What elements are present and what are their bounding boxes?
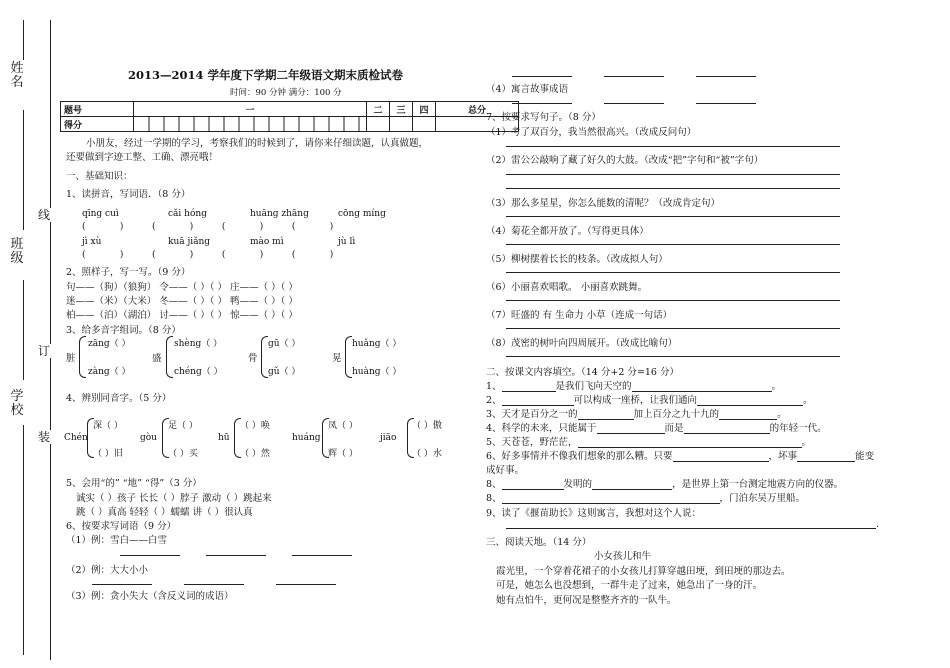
sec2-item-1-mid: 是我们飞向天空的 — [555, 381, 632, 392]
sec2-item-7[interactable] — [486, 476, 843, 490]
bind-char-ding: 订 — [37, 344, 50, 358]
score-cell-part3: 三 — [390, 102, 413, 117]
sec2-item-7-post: ，是世界上第一台测定地震方向的仪器。 — [672, 479, 844, 490]
q1-pinyin-3: huāng zhāng — [250, 209, 309, 219]
q6-example-1: （1）例：雪白——白雪 — [66, 535, 168, 546]
q4-hu-a[interactable]: （ ）唤 — [240, 421, 270, 431]
q3-title: 3、给多音字组词。（8 分） — [66, 325, 181, 336]
q4-title: 4、辨别同音字。（5 分） — [66, 393, 172, 404]
sec2-item-6-post: 能变 — [855, 451, 875, 462]
sec2-item-7-pre: 8、 — [486, 479, 502, 490]
q7-item-3: （3）那么多星星，你怎么能数的清呢？（改成肯定句） — [486, 198, 721, 209]
q6-example-3: （3）例：贪小失大（含反义词的成语） — [66, 591, 234, 602]
sec2-item-1[interactable] — [486, 378, 781, 392]
q2-line-3[interactable]: 柏——（泊）（湖泊） 讨——（ ）（ ） 惊——（ ）（ ） — [66, 310, 298, 321]
q3-zang-b[interactable]: zàng（ ） — [88, 367, 131, 377]
sec2-item-8-pre: 8、 — [486, 493, 502, 504]
q7-answer-line-7[interactable] — [506, 328, 840, 329]
sec2-blank-2a[interactable] — [502, 396, 574, 406]
q7-answer-line-3[interactable] — [506, 216, 840, 217]
q7-item-6: （6）小丽喜欢唱歌。 小丽喜欢跳舞。 — [486, 282, 648, 293]
q1-answer-row-1[interactable]: ( ) ( ) ( ) ( ) — [82, 222, 334, 232]
sec2-item-4-mid: 而是 — [664, 423, 684, 434]
q1-pinyin-7: mào mì — [250, 237, 284, 247]
intro-line-2: 还要做到字迹工整、工确、漂亮哦！ — [66, 152, 219, 163]
q3-sheng-b[interactable]: chéng（ ） — [174, 367, 223, 377]
score-input-part1[interactable] — [134, 117, 367, 132]
q7-answer-line-1[interactable] — [506, 146, 840, 147]
sec2-blank-4b[interactable] — [684, 424, 770, 434]
q6-blank-2c[interactable] — [276, 575, 336, 585]
q7-item-5: （5）柳树摆着长长的枝条。（改成拟人句） — [486, 254, 668, 265]
sec3-title: 三、阅读天地。（14 分） — [486, 537, 592, 548]
margin-line — [50, 20, 51, 660]
q4-gou-b[interactable]: （ ）买 — [168, 449, 198, 459]
q4-huang-b[interactable]: 辉（ ） — [328, 449, 358, 459]
class-underline — [23, 110, 24, 230]
sec2-item-4-pre: 4、科学的未来，只能属于 — [486, 423, 597, 434]
q1-pinyin-1: qīng cuì — [82, 209, 119, 219]
school-label: 学校 — [10, 389, 24, 418]
q3-sheng-a[interactable]: shèng（ ） — [174, 339, 223, 349]
sec2-blank-7a[interactable] — [502, 480, 564, 490]
q7-item-7: （7）旺盛的 有 生命力 小草（连成一句话） — [486, 310, 673, 321]
sec2-item-2-mid: 可以构成一座桥，让我们通向 — [573, 395, 698, 406]
passage-line-3: 她有点怕牛，更何况是整整齐齐的一队牛。 — [496, 595, 677, 606]
q6-item-4: （4）寓言故事成语 — [486, 84, 569, 95]
sec2-item-1-pre: 1、 — [486, 381, 502, 392]
q2-line-1[interactable]: 句——（狗）（狼狗） 令——（ ）（ ） 庄——（ ）（ ） — [66, 282, 298, 293]
q6-blank-1a[interactable] — [120, 546, 180, 556]
q3-char-huang: 晃 — [332, 353, 342, 364]
q4-head-hu: hū — [218, 433, 230, 443]
sec2-item-3[interactable] — [486, 406, 787, 420]
sec2-item-6[interactable] — [486, 448, 874, 462]
sec2-item-5-pre: 5、天苍苍，野茫茫， — [486, 437, 578, 448]
sec2-blank-1b[interactable] — [632, 382, 772, 392]
sec2-item-9-answer-line[interactable] — [506, 528, 876, 529]
q6-title: 6、按要求写词语（9 分） — [66, 521, 177, 532]
class-label: 班级 — [10, 237, 24, 266]
sec2-item-5[interactable] — [486, 434, 811, 448]
sec2-item-2-post: 。 — [803, 395, 813, 406]
q4-gou-a[interactable]: 足（ ） — [168, 421, 198, 431]
name-label: 姓名 — [10, 61, 24, 90]
sec2-blank-3a[interactable] — [578, 410, 634, 420]
passage-line-1: 霞光里，一个穿着花裙子的小女孩儿打算穿越田埂，到田埂的那边去。 — [496, 566, 791, 577]
sec2-item-9-period: . — [876, 519, 880, 530]
q1-pinyin-4: cōng míng — [338, 209, 386, 219]
score-input-part4[interactable] — [413, 117, 436, 132]
q6-blank-4c[interactable] — [696, 94, 756, 104]
q6-blank-2a[interactable] — [92, 575, 152, 585]
sec2-item-7-mid: 发明的 — [563, 479, 593, 490]
sec2-blank-6b[interactable] — [797, 452, 855, 462]
sec2-item-3-pre: 3、天才是百分之一的 — [486, 409, 578, 420]
score-cell-label: 题号 — [61, 102, 134, 117]
score-cell-part4: 四 — [413, 102, 436, 117]
sec2-item-1-post: 。 — [771, 381, 782, 392]
q4-jiao-a[interactable]: （ ）傲 — [412, 421, 442, 431]
sec2-item-6-mid: ，坏事 — [768, 451, 798, 462]
q3-gu-a[interactable]: gū（ ） — [268, 339, 301, 349]
q1-title: 1、读拼音，写词语．（8 分） — [66, 189, 191, 200]
q2-title: 2、照样子，写一写。（9 分） — [66, 267, 191, 278]
q6-blank-1b[interactable] — [206, 546, 266, 556]
q4-head-gou: gòu — [140, 433, 157, 443]
sec2-item-6-pre: 6、好多事情并不像我们想象的那么糟。只要 — [486, 451, 673, 462]
sec2-blank-6a[interactable] — [673, 452, 769, 462]
q3-brace-1 — [79, 336, 86, 378]
score-table-score-row — [61, 117, 519, 132]
q6-example-2: （2）例：大大小小 — [66, 565, 149, 576]
sec2-item-3-mid: 加上百分之九十九的 — [633, 409, 720, 420]
bind-char-xian: 线 — [37, 208, 50, 222]
q3-char-zang: 脏 — [66, 353, 76, 364]
school-underline-2 — [23, 425, 24, 655]
q4-huang-a[interactable]: 凤（ ） — [328, 421, 358, 431]
sec2-title: 二、按课文内容填空。（14 分+2 分=16 分） — [486, 367, 679, 378]
q7-answer-line-2a[interactable] — [506, 174, 840, 175]
q7-answer-line-4[interactable] — [506, 244, 840, 245]
name-underline — [23, 20, 24, 60]
q6-blank-1c[interactable] — [292, 546, 352, 556]
q7-item-1: （1）考了双百分，我当然很高兴。（改成反问句） — [486, 127, 697, 138]
q4-chen-b[interactable]: （ ）旧 — [93, 449, 123, 459]
score-table — [60, 101, 519, 132]
q3-char-sheng: 盛 — [152, 353, 162, 364]
q1-pinyin-5: jì xù — [82, 237, 102, 247]
q1-pinyin-6: kuā jiǎng — [168, 237, 211, 247]
q4-head-jiao: jiāo — [380, 433, 397, 443]
sec2-blank-1a[interactable] — [502, 382, 556, 392]
exam-subtitle: 时间：90 分钟 满分：100 分 — [230, 88, 342, 98]
q3-brace-3 — [261, 336, 268, 378]
q3-zang-a[interactable]: zāng（ ） — [88, 339, 131, 349]
score-table-header-row — [61, 102, 519, 117]
q7-answer-line-2b[interactable] — [506, 188, 840, 189]
q6-blank-3b[interactable] — [604, 67, 664, 77]
sec2-item-3-post: 。 — [777, 409, 787, 420]
passage-line-2: 可是，她怎么也没想到，一群牛走了过来，她急出了一身的汗。 — [496, 580, 763, 591]
score-cell-part1: 一 — [134, 102, 367, 117]
sec2-item-2[interactable] — [486, 392, 813, 406]
score-cell-total: 总分 — [436, 102, 519, 117]
q1-pinyin-2: cǎi hóng — [168, 209, 207, 219]
sec2-item-4[interactable] — [486, 420, 827, 434]
q7-answer-line-6[interactable] — [506, 300, 840, 301]
score-cell-defen: 得分 — [61, 117, 134, 132]
bind-char-zhuang: 装 — [37, 430, 50, 444]
score-input-part3[interactable] — [390, 117, 413, 132]
sec1-title: 一、基础知识： — [66, 171, 133, 182]
sec2-item-5-post: 。 — [801, 437, 812, 448]
q7-item-8: （8）茂密的树叶向四周展开。（改成比喻句） — [486, 338, 678, 349]
sec2-item-9: 9、读了《揠苗助长》这则寓言，我想对这个人说： — [486, 508, 702, 519]
q7-item-2: （2）雷公公敲响了藏了好久的大鼓。（改成“把”字句和“被”字句） — [486, 155, 764, 166]
score-cell-part2: 二 — [367, 102, 390, 117]
sec2-item-6-cont: 成好事。 — [486, 465, 525, 476]
intro-line-1: 小朋友，经过一学期的学习，考察我们的时候到了，请你来仔细读题，认真做题， — [86, 138, 429, 149]
q7-item-4: （4）菊花全都开放了。（写得更具体） — [486, 226, 649, 237]
q4-head-chen: Chén — [64, 433, 88, 443]
q5-title: 5、会用“的” “地” “得”（3 分） — [66, 478, 202, 489]
q3-huang-a[interactable]: huǎng（ ） — [352, 339, 402, 349]
sec2-item-8[interactable] — [486, 490, 805, 504]
q4-head-huang: huáng — [292, 433, 321, 443]
q4-jiao-b[interactable]: （ ）水 — [412, 449, 442, 459]
sec2-blank-3b[interactable] — [719, 410, 777, 420]
q3-char-gu: 骨 — [248, 353, 258, 364]
q3-brace-4 — [345, 336, 352, 378]
exam-title: 2013—2014 学年度下学期二年级语文期末质检试卷 — [128, 68, 404, 82]
q7-answer-line-5[interactable] — [506, 272, 840, 273]
q6-blank-4b[interactable] — [604, 94, 664, 104]
score-input-part2[interactable] — [367, 117, 390, 132]
q3-huang-b[interactable]: huàng（ ） — [352, 367, 402, 377]
q3-brace-2 — [166, 336, 173, 378]
school-underline — [23, 280, 24, 380]
sec2-blank-8a[interactable] — [502, 494, 720, 504]
q4-chen-a[interactable]: 深（ ） — [93, 421, 123, 431]
q6-blank-4a[interactable] — [512, 94, 572, 104]
sec2-item-2-pre: 2、 — [486, 395, 502, 406]
q4-hu-b[interactable]: （ ）然 — [240, 449, 270, 459]
q6-blank-3a[interactable] — [512, 67, 572, 77]
sec2-blank-2b[interactable] — [697, 396, 803, 406]
q6-blank-2b[interactable] — [184, 575, 244, 585]
sec2-item-8-post: ，门泊东吴万里船。 — [719, 493, 806, 504]
sec2-blank-4a[interactable] — [597, 424, 665, 434]
sec2-item-4-post: 的年轻一代。 — [769, 423, 827, 434]
q5-line-1[interactable]: 诚实（ ）孩子 长长（ ）脖子 激动（ ）跳起来 — [76, 493, 272, 504]
sec2-blank-5a[interactable] — [578, 438, 802, 448]
passage-title: 小女孩儿和牛 — [594, 551, 652, 562]
q1-pinyin-8: jù lì — [338, 237, 356, 247]
q7-answer-line-8[interactable] — [506, 356, 840, 357]
q7-title: 7、按要求写句子。（8 分） — [486, 112, 601, 123]
q5-line-2[interactable]: 跳（ ）真高 轻轻（ ）蠕蠕 讲（ ）很认真 — [76, 507, 253, 518]
q6-blank-3c[interactable] — [696, 67, 756, 77]
q1-answer-row-2[interactable]: ( ) ( ) ( ) ( ) — [82, 250, 334, 260]
q2-line-2[interactable]: 迷——（米）（大米） 冬——（ ）（ ） 鸭——（ ）（ ） — [66, 296, 298, 307]
q3-gu-b[interactable]: gǔ（ ） — [268, 367, 301, 377]
sec2-blank-7b[interactable] — [592, 480, 672, 490]
